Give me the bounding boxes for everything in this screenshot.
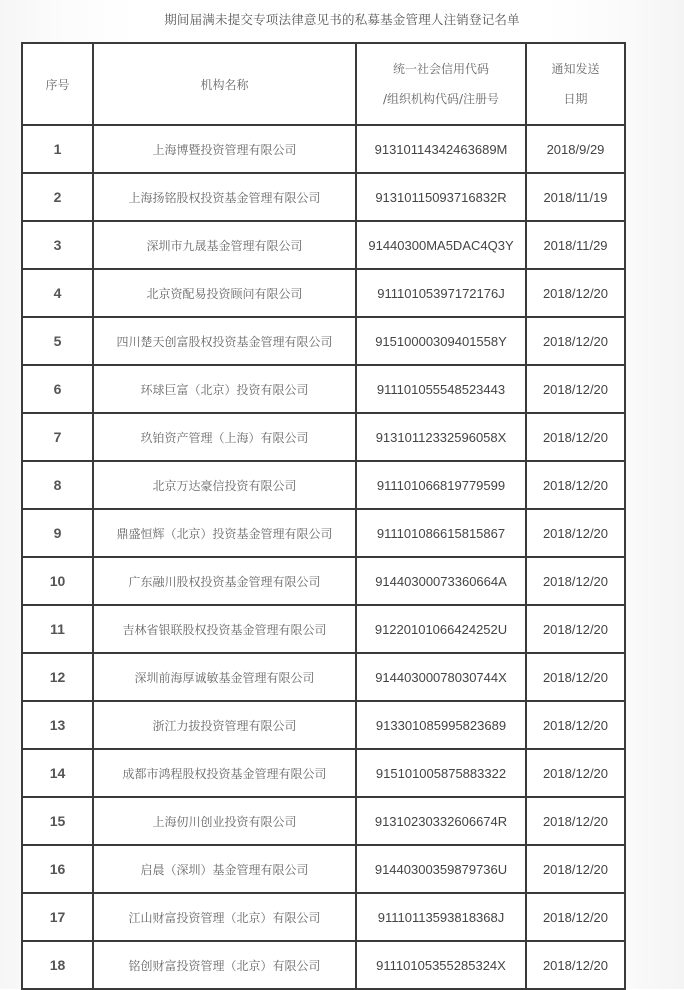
- row-index: 16: [22, 845, 93, 893]
- credit-code: 91220101066424252U: [356, 605, 526, 653]
- table-row: [22, 317, 625, 365]
- row-index: 5: [22, 317, 93, 365]
- institution-name: 启晨（深圳）基金管理有限公司: [93, 845, 356, 893]
- row-index: 2: [22, 173, 93, 221]
- institution-name: 浙江力拔投资管理有限公司: [93, 701, 356, 749]
- institution-name: 成都市鸿程股权投资基金管理有限公司: [93, 749, 356, 797]
- header-code-line2: /组织机构代码/注册号: [382, 92, 500, 106]
- row-index: 4: [22, 269, 93, 317]
- table-row: [22, 125, 625, 173]
- credit-code: 911101086615815867: [356, 509, 526, 557]
- table-row: [22, 509, 625, 557]
- table-row: [22, 365, 625, 413]
- row-index: 9: [22, 509, 93, 557]
- notice-date: 2018/12/20: [526, 749, 625, 797]
- row-index: 8: [22, 461, 93, 509]
- document-title: 期间届满未提交专项法律意见书的私募基金管理人注销登记名单: [164, 12, 520, 27]
- institution-name: 上海扬铭股权投资基金管理有限公司: [93, 173, 356, 221]
- notice-date: 2018/12/20: [526, 269, 625, 317]
- notice-date: 2018/12/20: [526, 461, 625, 509]
- credit-code: 91440300078030744X: [356, 653, 526, 701]
- notice-date: 2018/12/20: [526, 845, 625, 893]
- credit-code: 91110105397172176J: [356, 269, 526, 317]
- notice-date: 2018/9/29: [526, 125, 625, 173]
- table-row: [22, 845, 625, 893]
- institution-name: 铭创财富投资管理（北京）有限公司: [93, 941, 356, 989]
- institution-name: 四川楚天创富股权投资基金管理有限公司: [93, 317, 356, 365]
- institution-name: 玖铂资产管理（上海）有限公司: [93, 413, 356, 461]
- deregistration-table: [21, 42, 626, 990]
- notice-date: 2018/12/20: [526, 413, 625, 461]
- header-date: [526, 43, 625, 125]
- notice-date: 2018/12/20: [526, 653, 625, 701]
- table-row: [22, 893, 625, 941]
- credit-code: 91310115093716832R: [356, 173, 526, 221]
- row-index: 11: [22, 605, 93, 653]
- table-row: [22, 701, 625, 749]
- notice-date: 2018/11/29: [526, 221, 625, 269]
- row-index: 15: [22, 797, 93, 845]
- credit-code: 91110113593818368J: [356, 893, 526, 941]
- row-index: 10: [22, 557, 93, 605]
- row-index: 1: [22, 125, 93, 173]
- table-row: [22, 221, 625, 269]
- table-row: [22, 749, 625, 797]
- table-row: [22, 413, 625, 461]
- row-index: 12: [22, 653, 93, 701]
- notice-date: 2018/11/19: [526, 173, 625, 221]
- institution-name: 广东融川股权投资基金管理有限公司: [93, 557, 356, 605]
- credit-code: 911101066819779599: [356, 461, 526, 509]
- row-index: 14: [22, 749, 93, 797]
- institution-name: 北京万达豪信投资有限公司: [93, 461, 356, 509]
- header-date-line2: 日期: [563, 92, 588, 106]
- table-row: [22, 941, 625, 989]
- header-index: 序号: [22, 43, 93, 125]
- row-index: 17: [22, 893, 93, 941]
- table-row: [22, 173, 625, 221]
- institution-name: 环球巨富（北京）投资有限公司: [93, 365, 356, 413]
- credit-code: 91310112332596058X: [356, 413, 526, 461]
- institution-name: 鼎盛恒辉（北京）投资基金管理有限公司: [93, 509, 356, 557]
- credit-code: 91440300MA5DAC4Q3Y: [356, 221, 526, 269]
- notice-date: 2018/12/20: [526, 509, 625, 557]
- notice-date: 2018/12/20: [526, 941, 625, 989]
- notice-date: 2018/12/20: [526, 701, 625, 749]
- institution-name: 上海博暨投资管理有限公司: [93, 125, 356, 173]
- row-index: 13: [22, 701, 93, 749]
- table-header-row: [22, 43, 625, 125]
- table-row: [22, 557, 625, 605]
- notice-date: 2018/12/20: [526, 317, 625, 365]
- notice-date: 2018/12/20: [526, 557, 625, 605]
- institution-name: 深圳市九晟基金管理有限公司: [93, 221, 356, 269]
- header-name: 机构名称: [93, 43, 356, 125]
- header-date-line1: 通知发送: [551, 62, 600, 76]
- credit-code: 91440300359879736U: [356, 845, 526, 893]
- credit-code: 91310230332606674R: [356, 797, 526, 845]
- table-row: [22, 605, 625, 653]
- institution-name: 吉林省银联股权投资基金管理有限公司: [93, 605, 356, 653]
- notice-date: 2018/12/20: [526, 365, 625, 413]
- row-index: 7: [22, 413, 93, 461]
- notice-date: 2018/12/20: [526, 893, 625, 941]
- table-row: [22, 269, 625, 317]
- credit-code: 913301085995823689: [356, 701, 526, 749]
- credit-code: 915101005875883322: [356, 749, 526, 797]
- credit-code: 91510000309401558Y: [356, 317, 526, 365]
- credit-code: 91440300073360664A: [356, 557, 526, 605]
- notice-date: 2018/12/20: [526, 605, 625, 653]
- credit-code: 911101055548523443: [356, 365, 526, 413]
- row-index: 3: [22, 221, 93, 269]
- table-row: [22, 653, 625, 701]
- institution-name: 北京资配易投资顾问有限公司: [93, 269, 356, 317]
- notice-date: 2018/12/20: [526, 797, 625, 845]
- row-index: 6: [22, 365, 93, 413]
- institution-name: 上海仞川创业投资有限公司: [93, 797, 356, 845]
- header-code-line1: 统一社会信用代码: [392, 62, 489, 76]
- institution-name: 江山财富投资管理（北京）有限公司: [93, 893, 356, 941]
- table-row: [22, 797, 625, 845]
- table-row: [22, 461, 625, 509]
- institution-name: 深圳前海厚诚敏基金管理有限公司: [93, 653, 356, 701]
- credit-code: 91310114342463689M: [356, 125, 526, 173]
- credit-code: 91110105355285324X: [356, 941, 526, 989]
- row-index: 18: [22, 941, 93, 989]
- header-code: [356, 43, 526, 125]
